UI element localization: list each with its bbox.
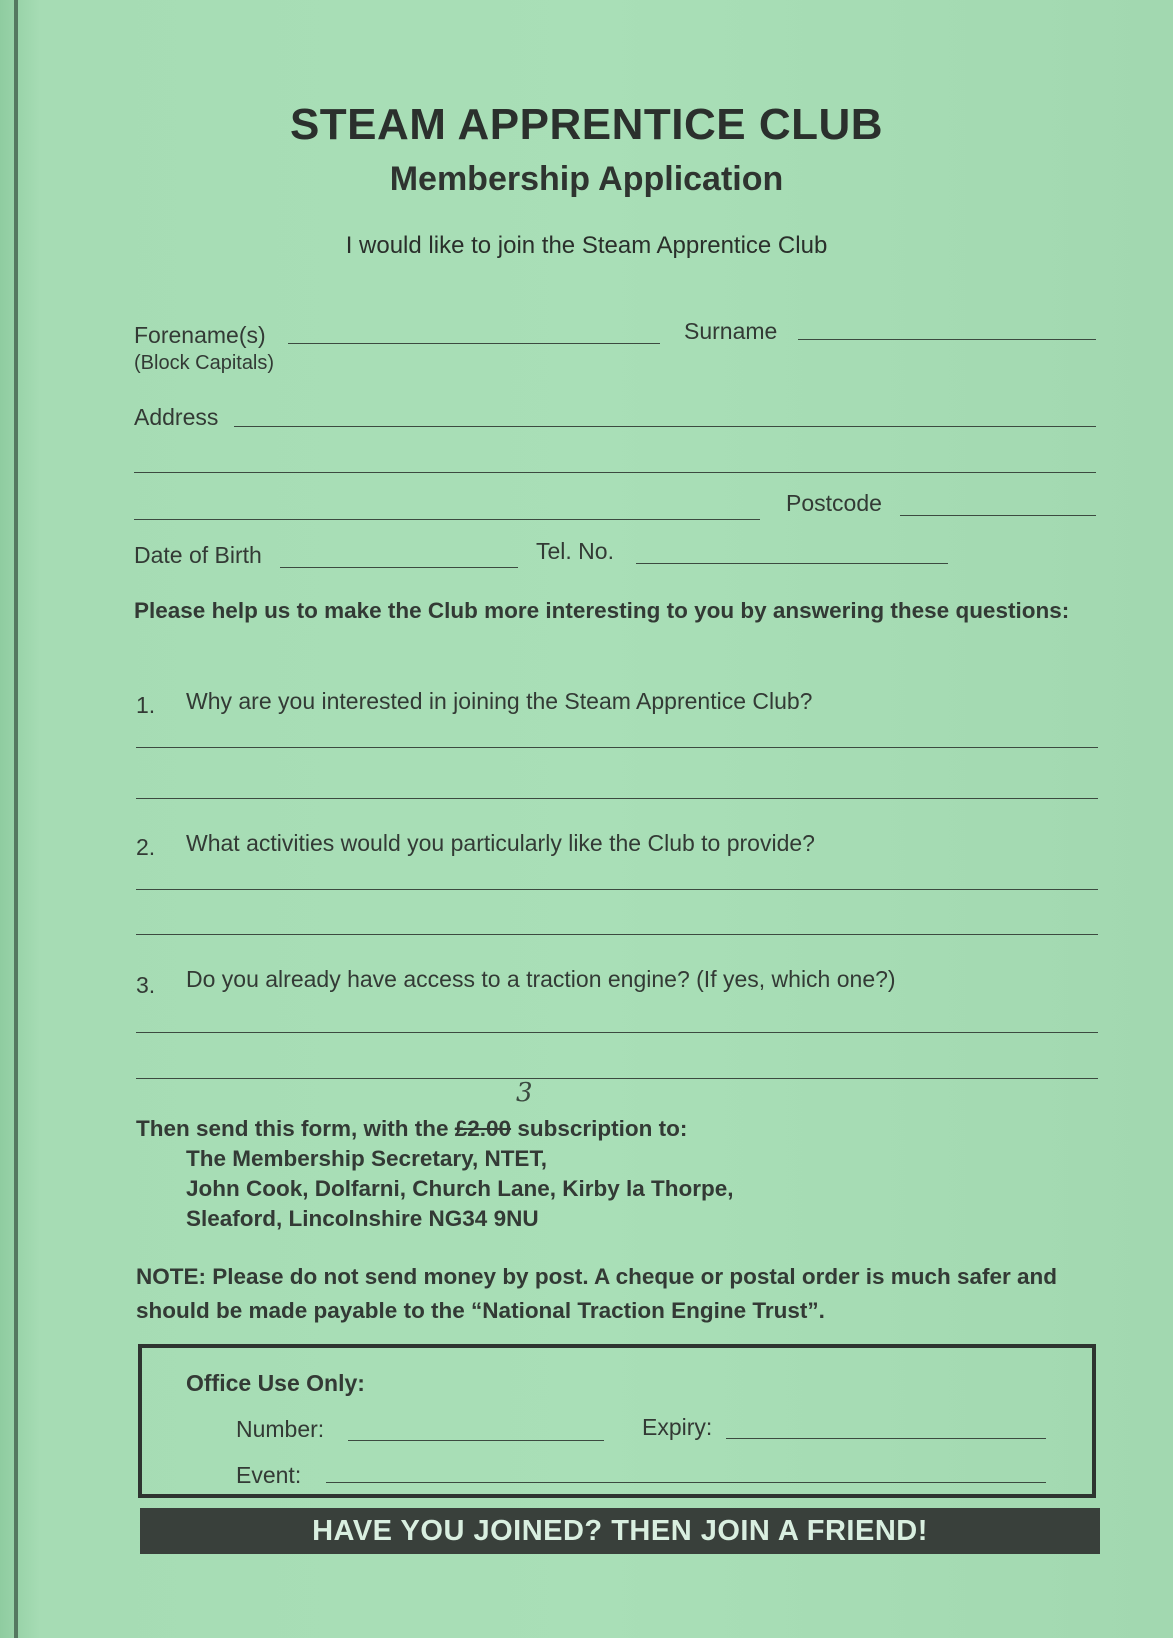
answer-1-line-1[interactable] [136,747,1098,748]
answer-3-line-2[interactable] [136,1078,1098,1079]
answer-2-line-1[interactable] [136,889,1098,890]
tel-label: Tel. No. [536,538,614,564]
surname-field[interactable] [798,339,1096,340]
send-address-line-2: John Cook, Dolfarni, Church Lane, Kirby la Thorpe, [186,1176,734,1201]
question-3-text: Do you already have access to a traction engine? (If yes, which one?) [186,966,896,992]
struck-amount: £2.00 [454,1116,512,1141]
postcode-label: Postcode [786,490,882,516]
address-field-3[interactable] [134,519,760,520]
question-2-text: What activities would you particularly like the Club to provide? [186,830,815,856]
surname-label: Surname [684,318,778,344]
send-address-line-1: The Membership Secretary, NTET, [186,1146,547,1171]
send-prefix: Then send this form, with the [136,1116,455,1141]
office-number-label: Number: [236,1416,325,1442]
dob-label: Date of Birth [134,542,262,568]
questions-intro: Please help us to make the Club more interesting to you by answering these questions: [134,598,1070,623]
answer-1-line-2[interactable] [136,798,1098,799]
office-event-field[interactable] [326,1482,1046,1483]
office-event-label: Event: [236,1462,302,1488]
intro-text: I would like to join the Steam Apprentice Club [345,232,828,259]
question-3-number: 3. [136,972,156,998]
dob-field[interactable] [280,567,518,568]
forename-field[interactable] [288,343,660,344]
office-number-field[interactable] [348,1440,604,1441]
send-address-line-3: Sleaford, Lincolnshire NG34 9NU [186,1206,539,1231]
question-1-number: 1. [136,692,156,718]
handwritten-correction: 3 [516,1078,533,1108]
office-heading: Office Use Only: [186,1370,365,1396]
send-instruction [136,1116,687,1142]
page-title: STEAM APPRENTICE CLUB [289,100,884,149]
join-friend-banner: HAVE YOU JOINED? THEN JOIN A FRIEND! [140,1508,1100,1554]
forename-label: Forename(s) [134,322,266,348]
page-subtitle: Membership Application [389,160,784,198]
answer-3-line-1[interactable] [136,1032,1098,1033]
address-field-2[interactable] [134,472,1096,473]
address-field-1[interactable] [234,426,1096,427]
postcode-field[interactable] [900,515,1096,516]
payment-note: NOTE: Please do not send money by post. A cheque or postal order is much safer and should be made payable to the “National Traction Engine Trust”. [136,1264,1058,1323]
office-expiry-label: Expiry: [642,1414,713,1440]
answer-2-line-2[interactable] [136,934,1098,935]
address-label: Address [134,404,219,430]
forename-note: (Block Capitals) [134,352,275,374]
tel-field[interactable] [636,563,948,564]
question-1-text: Why are you interested in joining the Steam Apprentice Club? [186,688,813,714]
send-suffix: subscription to: [511,1116,688,1141]
office-use-box [138,1344,1096,1498]
question-2-number: 2. [136,834,156,860]
office-expiry-field[interactable] [726,1438,1046,1439]
